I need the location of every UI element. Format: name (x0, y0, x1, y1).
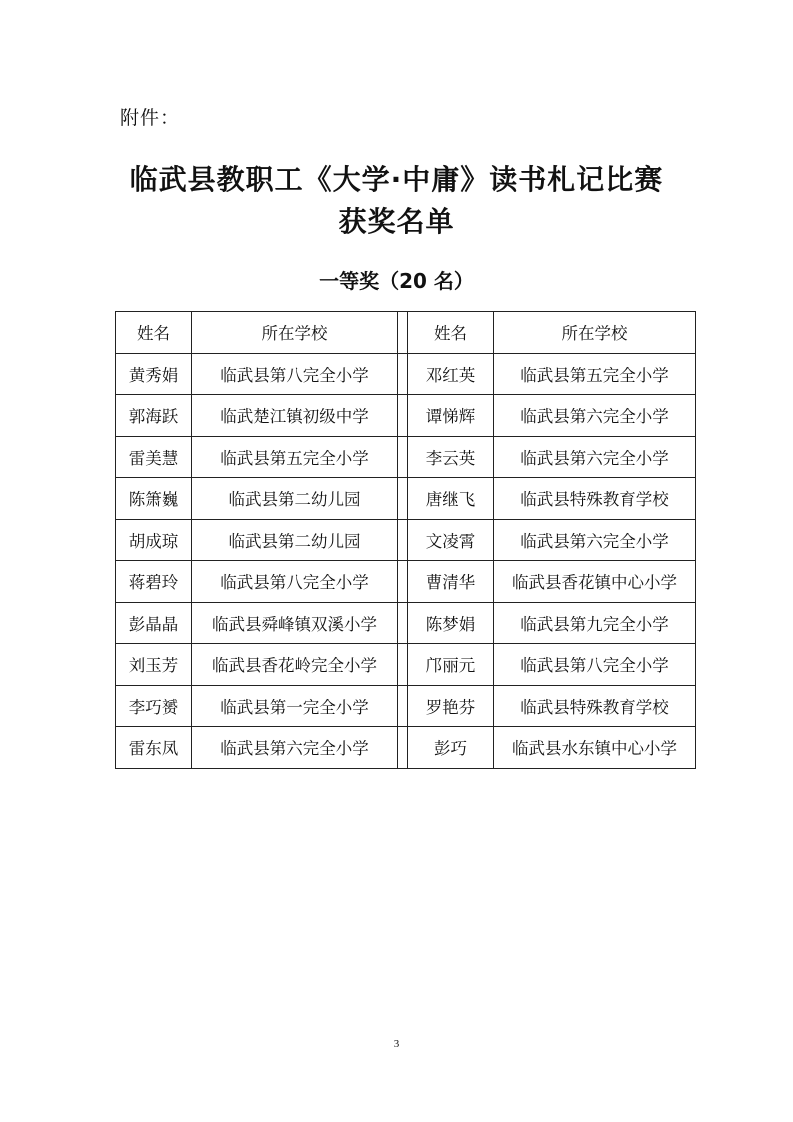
winner-name-left: 李巧赟 (116, 685, 192, 727)
column-divider (398, 478, 408, 520)
page-number: 3 (393, 1038, 400, 1050)
winner-school-right: 临武县水东镇中心小学 (494, 727, 696, 769)
winner-name-right: 唐继飞 (408, 478, 494, 520)
winner-school-right: 临武县第六完全小学 (494, 436, 696, 478)
winner-school-left: 临武县第八完全小学 (192, 561, 398, 603)
award-table (115, 311, 696, 769)
column-divider (398, 644, 408, 686)
header-school-left: 所在学校 (192, 312, 398, 354)
winner-school-left: 临武县第二幼儿园 (192, 478, 398, 520)
winner-name-left: 刘玉芳 (116, 644, 192, 686)
column-divider (398, 685, 408, 727)
column-divider (398, 312, 408, 354)
winner-school-right: 临武县第八完全小学 (494, 644, 696, 686)
column-divider (398, 727, 408, 769)
table-row (116, 644, 696, 686)
column-divider (398, 519, 408, 561)
table-row (116, 602, 696, 644)
table-row (116, 436, 696, 478)
winner-name-left: 雷美慧 (116, 436, 192, 478)
winner-name-left: 郭海跃 (116, 395, 192, 437)
winner-school-left: 临武县第六完全小学 (192, 727, 398, 769)
column-divider (398, 353, 408, 395)
winner-name-right: 李云英 (408, 436, 494, 478)
winner-name-left: 陈箫巍 (116, 478, 192, 520)
header-name-right: 姓名 (408, 312, 494, 354)
winner-school-left: 临武县第一完全小学 (192, 685, 398, 727)
winner-school-right: 临武县第六完全小学 (494, 395, 696, 437)
document-title-line-2: 获奖名单 (338, 205, 455, 238)
column-divider (398, 602, 408, 644)
header-name-left: 姓名 (116, 312, 192, 354)
winner-school-right: 临武县特殊教育学校 (494, 685, 696, 727)
winner-name-right: 文凌霄 (408, 519, 494, 561)
winner-name-left: 蒋碧玲 (116, 561, 192, 603)
winner-school-right: 临武县香花镇中心小学 (494, 561, 696, 603)
winner-school-left: 临武县第五完全小学 (192, 436, 398, 478)
column-divider (398, 436, 408, 478)
column-divider (398, 561, 408, 603)
attachment-label: 附件： (120, 107, 181, 129)
winner-name-right: 陈梦娟 (408, 602, 494, 644)
winner-name-right: 邝丽元 (408, 644, 494, 686)
winner-school-right: 临武县特殊教育学校 (494, 478, 696, 520)
table-row (116, 561, 696, 603)
header-school-right: 所在学校 (494, 312, 696, 354)
winner-name-right: 曹清华 (408, 561, 494, 603)
table-row (116, 395, 696, 437)
table-row (116, 353, 696, 395)
table-header-row (116, 312, 696, 354)
table-row (116, 519, 696, 561)
winner-school-left: 临武楚江镇初级中学 (192, 395, 398, 437)
winner-school-left: 临武县舜峰镇双溪小学 (192, 602, 398, 644)
winner-school-right: 临武县第五完全小学 (494, 353, 696, 395)
document-title-line-1: 临武县教职工《大学·中庸》读书札记比赛 (129, 163, 664, 196)
winner-name-right: 邓红英 (408, 353, 494, 395)
winner-school-left: 临武县香花岭完全小学 (192, 644, 398, 686)
table-row (116, 478, 696, 520)
table-row (116, 685, 696, 727)
winner-school-right: 临武县第六完全小学 (494, 519, 696, 561)
winner-name-right: 谭悌辉 (408, 395, 494, 437)
winner-name-left: 雷东凤 (116, 727, 192, 769)
column-divider (398, 395, 408, 437)
winner-name-right: 罗艳芬 (408, 685, 494, 727)
winner-name-right: 彭巧 (408, 727, 494, 769)
winner-school-left: 临武县第二幼儿园 (192, 519, 398, 561)
winner-name-left: 胡成琼 (116, 519, 192, 561)
winner-name-left: 彭晶晶 (116, 602, 192, 644)
winner-name-left: 黄秀娟 (116, 353, 192, 395)
winner-school-right: 临武县第九完全小学 (494, 602, 696, 644)
winner-school-left: 临武县第八完全小学 (192, 353, 398, 395)
section-heading-first-prize: 一等奖（20 名） (319, 269, 474, 293)
table-row (116, 727, 696, 769)
